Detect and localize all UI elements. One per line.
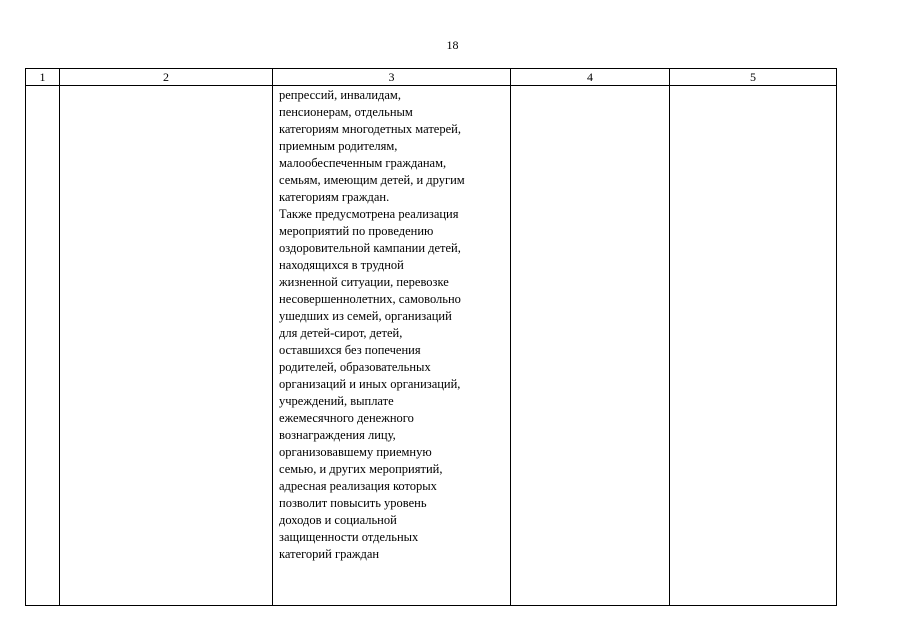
cell-text-line: адресная реализация которых — [279, 479, 437, 493]
cell-text-line: категориям граждан. — [279, 190, 390, 204]
column-header-2: 2 — [60, 69, 273, 86]
cell-text-line: категорий граждан — [279, 547, 380, 561]
cell-text-line: репрессий, инвалидам, — [279, 88, 401, 102]
cell-col-5 — [670, 86, 837, 606]
cell-text-line: находящихся в трудной — [279, 258, 404, 272]
cell-text-line: родителей, образовательных — [279, 360, 431, 374]
document-table — [25, 68, 837, 606]
table-row — [26, 86, 837, 606]
cell-col-3-text — [279, 87, 504, 563]
cell-text-line: категориям многодетных матерей, — [279, 122, 461, 136]
cell-text-line: оставшихся без попечения — [279, 343, 421, 357]
cell-text-line: ушедших из семей, организаций — [279, 309, 452, 323]
cell-text-line: мероприятий по проведению — [279, 224, 434, 238]
table-header-row — [26, 69, 837, 86]
cell-text-line: доходов и социальной — [279, 513, 397, 527]
cell-text-line: ежемесячного денежного — [279, 411, 414, 425]
cell-col-1 — [26, 86, 60, 606]
cell-text-line: семьям, имеющим детей, и другим — [279, 173, 465, 187]
cell-text-line: малообеспеченным гражданам, — [279, 156, 447, 170]
cell-text-line: приемным родителям, — [279, 139, 398, 153]
cell-text-line: жизненной ситуации, перевозке — [279, 275, 449, 289]
cell-text-line: организаций и иных организаций, — [279, 377, 461, 391]
cell-col-4 — [511, 86, 670, 606]
cell-text-line: семью, и других мероприятий, — [279, 462, 443, 476]
cell-col-3 — [273, 86, 511, 606]
cell-text-line: для детей-сирот, детей, — [279, 326, 403, 340]
column-header-4: 4 — [511, 69, 670, 86]
cell-text-line: учреждений, выплате — [279, 394, 394, 408]
page-number: 18 — [446, 38, 459, 52]
cell-text-line: Также предусмотрена реализация — [279, 207, 459, 221]
column-header-5: 5 — [670, 69, 837, 86]
cell-text-line: вознаграждения лицу, — [279, 428, 396, 442]
column-header-1: 1 — [26, 69, 60, 86]
cell-text-line: несовершеннолетних, самовольно — [279, 292, 461, 306]
cell-text-line: пенсионерам, отдельным — [279, 105, 413, 119]
cell-text-line: организовавшему приемную — [279, 445, 432, 459]
cell-text-line: защищенности отдельных — [279, 530, 419, 544]
column-header-3: 3 — [273, 69, 511, 86]
cell-col-2 — [60, 86, 273, 606]
cell-text-line: позволит повысить уровень — [279, 496, 427, 510]
cell-text-line: оздоровительной кампании детей, — [279, 241, 461, 255]
